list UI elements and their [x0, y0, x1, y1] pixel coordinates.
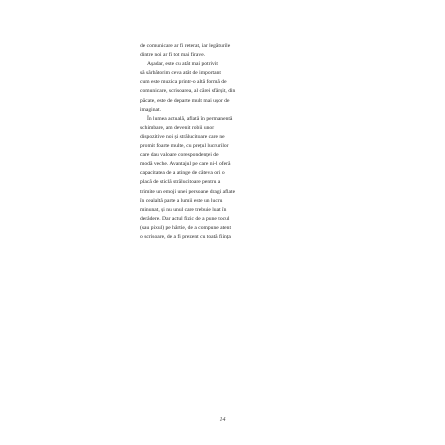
text-line: schimbare, am devenit robii unor: [140, 124, 215, 131]
text-line: în cealaltă parte a lumii este un lucru: [140, 197, 223, 204]
page-number: 14: [219, 417, 226, 423]
text-line: derâdere. Dar actul fizic de a pune tocul: [140, 215, 230, 222]
text-line: comunicare, scrisoarea, al cărei sfârșit, din: [140, 88, 236, 95]
text-line: trimite un emoji unei persoane dragi aflate: [140, 188, 236, 195]
text-line: placă de sticlă strălucitoare pentru a: [140, 179, 221, 186]
text-line: o scrisoare, de a fi prezent cu toată ființa: [140, 233, 231, 240]
text-line: minunat, și nu unul care trebuie luat în: [140, 206, 227, 213]
text-line: dispozitive noi și strălucitoare care ne: [140, 133, 225, 140]
text-line: capacitatea de a atinge de câteva ori o: [140, 170, 225, 177]
text-line: Așadar, este cu atât mai potrivit: [147, 61, 218, 68]
text-line: modă veche. Avantajul pe care ni-l oferă: [140, 161, 231, 168]
text-line: păcate, este de departe mult mai ușor de: [140, 97, 230, 104]
text-line: (sau pixul) pe hârtie, de a compune atent: [140, 224, 232, 231]
body-text: [140, 42, 340, 242]
text-line: de comunicare ar fi reterat, iar legăturile: [140, 43, 231, 49]
text-line: În lumea actuală, aflată în permanentă: [147, 115, 233, 122]
text-line: care dau valoare corespondenței de: [140, 152, 219, 159]
text-line: imaginat.: [140, 106, 161, 113]
text-line: dintre noi ar fi tot mai firave.: [140, 52, 206, 59]
text-line: să sărbătorim ceva atât de important: [140, 70, 221, 77]
text-line: cum este muzica printr-o altă formă de: [140, 79, 227, 86]
text-line: promit foarte multe, cu prețul lucrurilor: [140, 143, 229, 150]
